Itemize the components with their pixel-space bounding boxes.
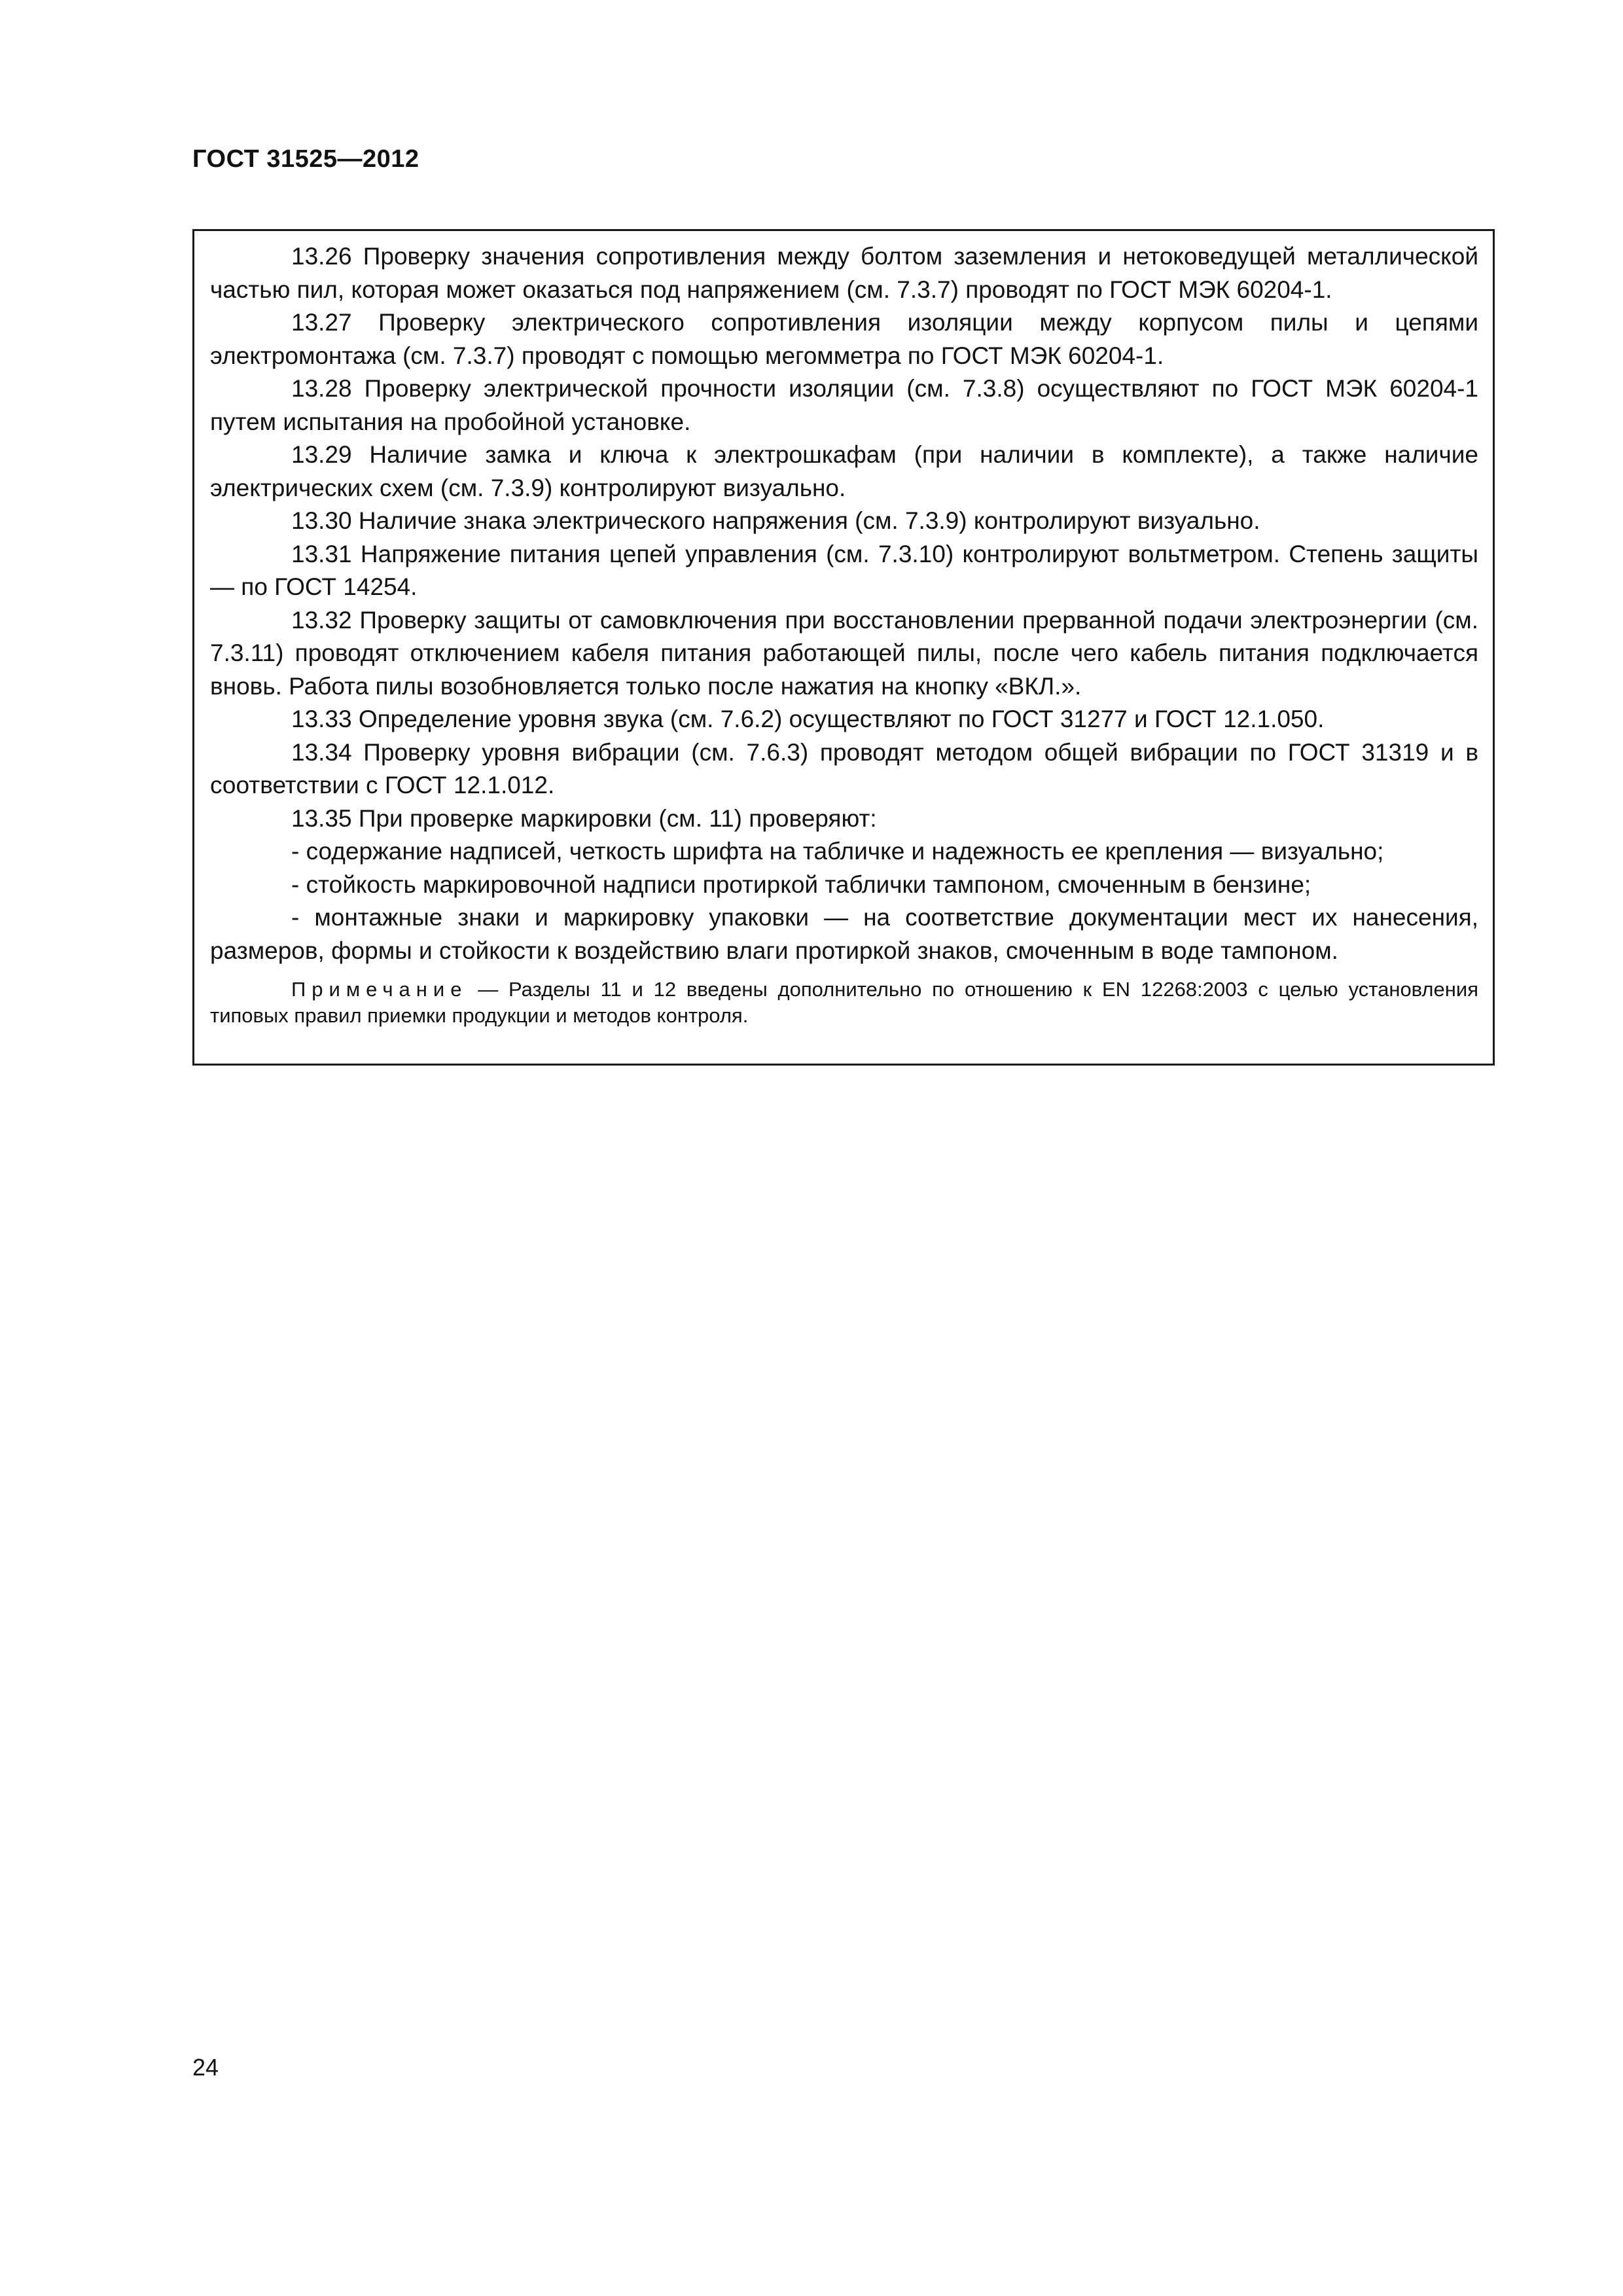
clause-13-32: 13.32 Проверку защиты от самовключения при восстановлении прерванной подачи электроэнергии (см. 7.3.11) проводят отключением кабеля питания работающей пилы, после чего кабель питания подключается вновь. Работа пилы возобновляется только после нажатия на кнопку «ВКЛ.».	[210, 606, 1478, 700]
clause-13-28: 13.28 Проверку электрической прочности изоляции (см. 7.3.8) осуществляют по ГОСТ МЭК 60204-1 путем испытания на пробойной установке.	[210, 375, 1478, 435]
marking-check-item: - содержание надписей, четкость шрифта на табличке и надежность ее крепления — визуально;	[291, 838, 1384, 865]
note	[210, 977, 1478, 1029]
framed-text-block	[192, 229, 1495, 1066]
clause-13-35: 13.35 При проверке маркировки (см. 11) проверяют:	[291, 804, 877, 832]
note-label: Примечание	[291, 978, 468, 1001]
clause-13-26: 13.26 Проверку значения сопротивления между болтом заземления и нетоковедущей металлической частью пил, которая может оказаться под напряжением (см. 7.3.7) проводят по ГОСТ МЭК 60204-1.	[210, 243, 1478, 303]
clause-13-30: 13.30 Наличие знака электрического напряжения (см. 7.3.9) контролируют визуально.	[291, 507, 1260, 534]
clause-13-27: 13.27 Проверку электрического сопротивления изоляции между корпусом пилы и цепями электромонтажа (см. 7.3.7) проводят с помощью мегомметра по ГОСТ МЭК 60204-1.	[210, 309, 1478, 369]
clause-13-29: 13.29 Наличие замка и ключа к электрошкафам (при наличии в комплекте), а также наличие электрических схем (см. 7.3.9) контролируют визуально.	[210, 441, 1478, 501]
marking-check-item: - стойкость маркировочной надписи протиркой таблички тампоном, смоченным в бензине;	[291, 870, 1311, 898]
page-header-standard-code: ГОСТ 31525—2012	[192, 145, 419, 173]
note-text: — Разделы 11 и 12 введены дополнительно по отношению к EN 12268:2003 с целью установления типовых правил приемки продукции и методов контроля.	[210, 978, 1478, 1027]
marking-check-item: - монтажные знаки и маркировку упаковки — на соответствие документации мест их нанесения, размеров, формы и стойкости к воздействию влаги протиркой знаков, смоченным в воде тампоном.	[210, 904, 1478, 964]
clause-13-34: 13.34 Проверку уровня вибрации (см. 7.6.3) проводят методом общей вибрации по ГОСТ 31319 и в соответствии с ГОСТ 12.1.012.	[210, 738, 1478, 798]
clause-13-33: 13.33 Определение уровня звука (см. 7.6.2) осуществляют по ГОСТ 31277 и ГОСТ 12.1.050.	[291, 706, 1325, 732]
page-number: 24	[192, 2054, 219, 2081]
clause-13-31: 13.31 Напряжение питания цепей управления (см. 7.3.10) контролируют вольтметром. Степень защиты — по ГОСТ 14254.	[210, 540, 1478, 600]
